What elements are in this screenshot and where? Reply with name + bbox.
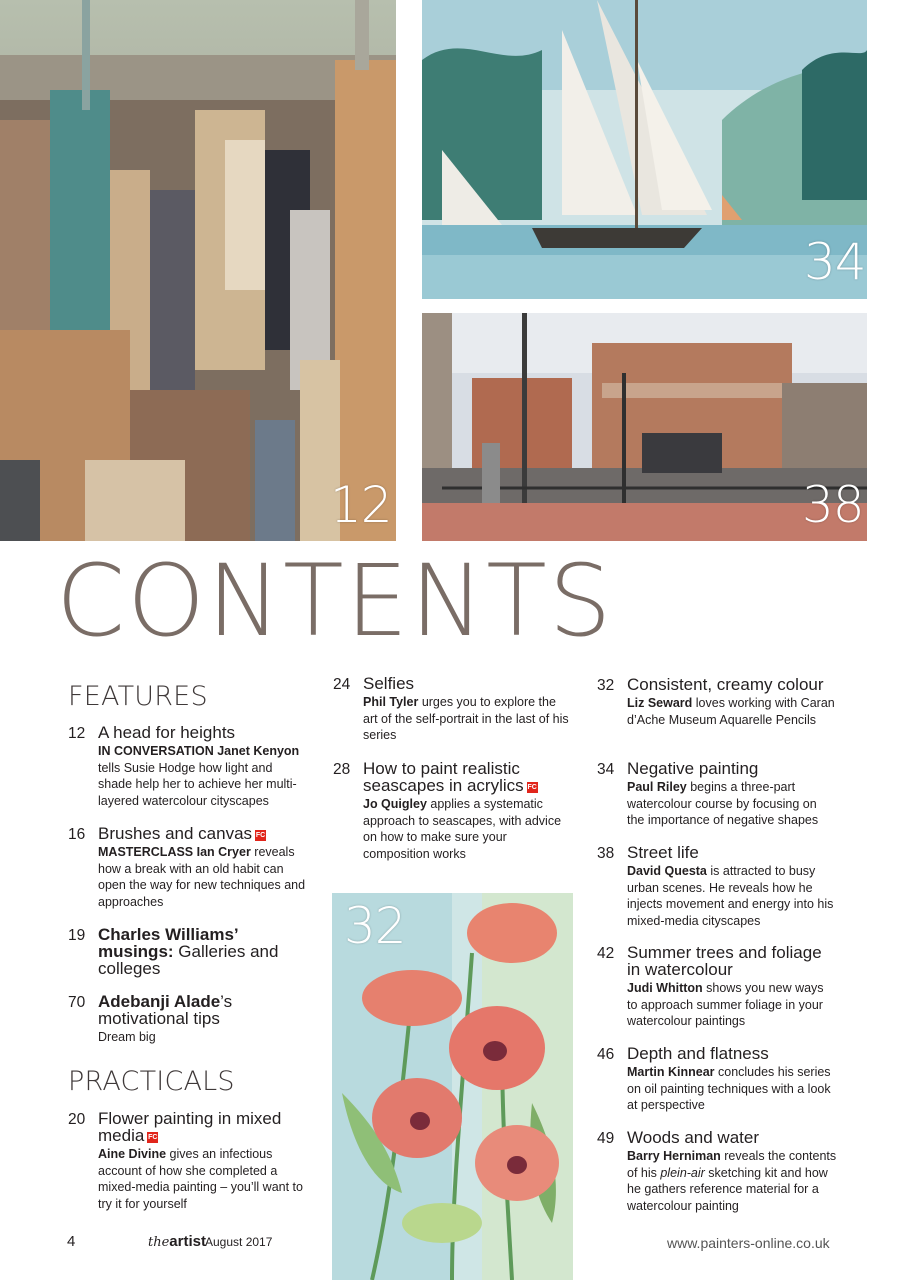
footer-issue-date: August 2017	[205, 1235, 273, 1249]
page-badge-34[interactable]: 34	[804, 233, 866, 291]
entry-headline: Brushes and canvas FC	[98, 824, 266, 843]
contents-entry[interactable]	[597, 676, 837, 728]
entry-page: 38	[597, 845, 615, 862]
contents-entry[interactable]	[597, 1129, 837, 1214]
section-features: FEATURES	[68, 681, 208, 712]
page-badge-12[interactable]: 12	[330, 476, 392, 534]
entry-headline: Charles Williams’ musings: Galleries and colleges	[98, 925, 279, 978]
page-badge-38[interactable]: 38	[802, 476, 864, 534]
entry-description: Aine Divine gives an infectious account of how she completed a mixed-media painting – you’ll want to try it for yourself	[98, 1147, 303, 1211]
entry-page: 42	[597, 945, 615, 962]
contents-entry[interactable]	[333, 675, 573, 744]
entry-headline: Flower painting in mixed media FC	[98, 1109, 282, 1145]
sailing-boats-painting	[422, 0, 867, 299]
entry-description: MASTERCLASS Ian Cryer reveals how a break with an old habit can open the way for new techniques and approaches	[98, 845, 306, 909]
contents-entry[interactable]	[597, 760, 837, 829]
footer-page-number: 4	[67, 1233, 76, 1250]
contents-entry[interactable]	[333, 760, 573, 862]
entry-headline: Summer trees and foliage in watercolour	[627, 943, 822, 979]
entry-headline: Consistent, creamy colour	[627, 675, 824, 694]
entry-page: 49	[597, 1130, 615, 1147]
contents-entry[interactable]	[68, 993, 308, 1046]
entry-description: Paul Riley begins a three-part watercolour course by focusing on the importance of negative shapes	[627, 780, 819, 828]
entry-page: 28	[333, 761, 351, 778]
entry-page: 24	[333, 676, 351, 693]
entry-headline: Depth and flatness	[627, 1044, 769, 1063]
entry-description: David Questa is attracted to busy urban scenes. He reveals how he injects movement and energy into his mixed-media cityscapes	[627, 864, 834, 928]
contents-entry[interactable]	[597, 944, 837, 1030]
fc-badge-icon: FC	[255, 832, 266, 839]
entry-description: Judi Whitton shows you new ways to approach summer foliage in your watercolour paintings	[627, 981, 824, 1029]
entry-headline: Selfies	[363, 674, 415, 693]
street-scene-painting	[422, 313, 867, 541]
fc-badge-icon: FC	[527, 784, 537, 791]
entry-page: 70	[68, 994, 86, 1011]
entry-headline: Adebanji Alade’s motivational tips	[98, 992, 233, 1028]
contents-entry[interactable]	[68, 825, 308, 910]
entry-page: 12	[68, 725, 86, 742]
entry-description: Liz Seward loves working with Caran d’Ache Museum Aquarelle Pencils	[627, 696, 835, 727]
entry-description: Dream big	[98, 1030, 156, 1044]
contents-entry[interactable]	[68, 1110, 308, 1212]
entry-page: 32	[597, 677, 615, 694]
contents-entry[interactable]	[68, 724, 308, 809]
contents-entry[interactable]	[597, 844, 837, 929]
section-practicals: PRACTICALS	[68, 1066, 235, 1097]
fc-badge-icon: FC	[148, 1134, 158, 1141]
entry-page: 20	[68, 1111, 86, 1128]
contents-entry[interactable]	[68, 926, 308, 977]
entry-description: Jo Quigley applies a systematic approach to seascapes, with advice on how to make sure your composition works	[363, 797, 562, 861]
entry-headline: A head for heights	[98, 723, 236, 742]
entry-description: Martin Kinnear concludes his series on oil painting techniques with a look at perspective	[627, 1065, 831, 1113]
entry-headline: Street life	[627, 843, 699, 862]
magazine-logo: theartist	[148, 1233, 206, 1250]
entry-headline: How to paint realistic seascapes in acrylics FC	[363, 759, 537, 795]
entry-description: Phil Tyler urges you to explore the art of the self-portrait in the last of his series	[363, 695, 569, 743]
entry-headline: Negative painting	[627, 759, 759, 778]
page-badge-32[interactable]: 32	[344, 897, 406, 955]
page-title: CONTENTS	[56, 544, 614, 659]
entry-description: Barry Herniman reveals the contents of his plein-air sketching kit and how he gathers reference material for a watercolour painting	[627, 1149, 837, 1213]
cityscape-painting	[0, 0, 396, 541]
entry-page: 16	[68, 826, 86, 843]
contents-entry[interactable]	[597, 1045, 837, 1114]
entry-description: IN CONVERSATION Janet Kenyon tells Susie Hodge how light and shade help her to achieve her multi-layered watercolour cityscapes	[98, 744, 300, 808]
entry-page: 19	[68, 927, 86, 944]
entry-headline: Woods and water	[627, 1128, 759, 1147]
entry-page: 46	[597, 1046, 615, 1063]
entry-page: 34	[597, 761, 615, 778]
footer-website-link[interactable]: www.painters-online.co.uk	[667, 1235, 830, 1251]
